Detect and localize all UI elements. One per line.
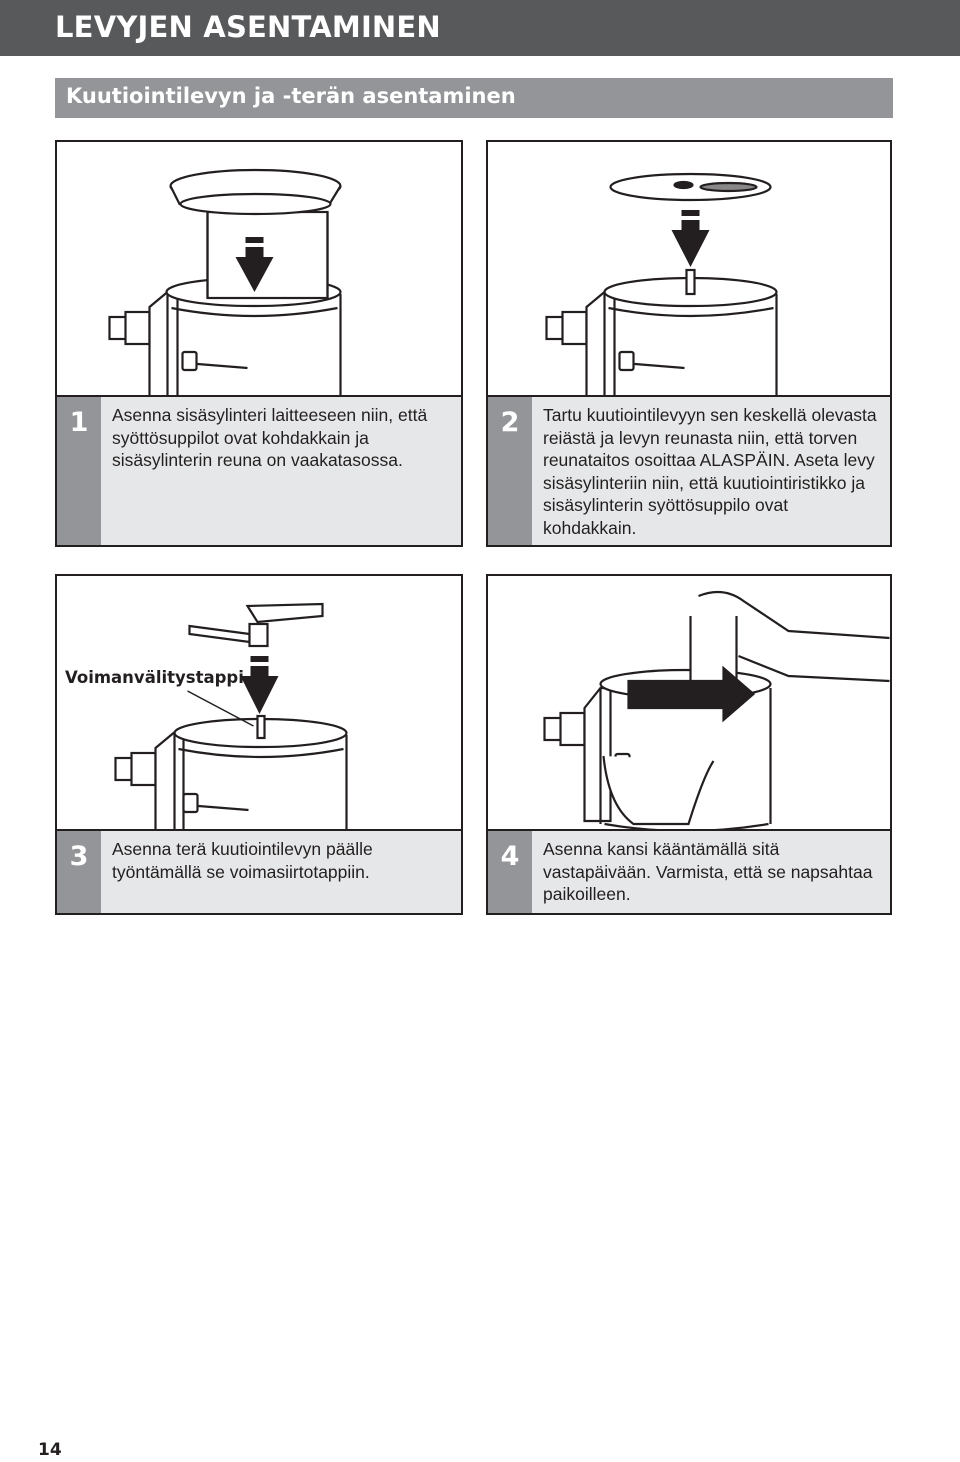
step-text: Tartu kuutiointilevyyn sen keskellä olevasta reiästä ja levyn reunasta niin, että torven reunataitos osoittaa ALASPÄIN. Aseta levy sisäsylinteriin niin, että kuutiointiristikko ja sisäsylinterin syöttösuppilo ovat kohdakkain. <box>543 405 877 538</box>
step-number-column <box>488 397 532 545</box>
step-number: 4 <box>500 841 520 872</box>
step-2-illustration <box>488 142 890 400</box>
step-1-caption <box>57 395 461 545</box>
step-number-column <box>57 831 101 913</box>
step-text: Asenna sisäsylinteri laitteeseen niin, että syöttösuppilot ovat kohdakkain ja sisäsylinterin reuna on vaakatasossa. <box>112 405 428 470</box>
page-number: 14 <box>38 1440 62 1460</box>
section-heading: Kuutiointilevyn ja -terän asentaminen <box>66 84 516 108</box>
step-text: Asenna kansi kääntämällä sitä vastapäivään. Varmista, että se napsahtaa paikoilleen. <box>543 839 873 904</box>
drive-pin-callout: Voimanvälitystappi <box>65 668 244 687</box>
step-number: 1 <box>69 407 89 438</box>
step-1-panel <box>55 140 463 547</box>
step-number-column <box>57 397 101 545</box>
step-text: Asenna terä kuutiointilevyn päälle työntämällä se voimasiirtotappiin. <box>112 839 373 882</box>
step-4-illustration <box>488 576 890 834</box>
step-3-illustration <box>57 576 461 834</box>
step-4-caption <box>488 829 890 913</box>
step-3-panel <box>55 574 463 915</box>
section-heading-bar <box>55 78 893 118</box>
step-number: 2 <box>500 407 520 438</box>
step-3-caption <box>57 829 461 913</box>
step-2-panel <box>486 140 892 547</box>
step-number-column <box>488 831 532 913</box>
page-title: LEVYJEN ASENTAMINEN <box>55 10 441 44</box>
step-4-panel <box>486 574 892 915</box>
step-number: 3 <box>69 841 89 872</box>
title-bar <box>0 0 960 56</box>
step-2-caption <box>488 395 890 545</box>
step-1-illustration <box>57 142 461 400</box>
